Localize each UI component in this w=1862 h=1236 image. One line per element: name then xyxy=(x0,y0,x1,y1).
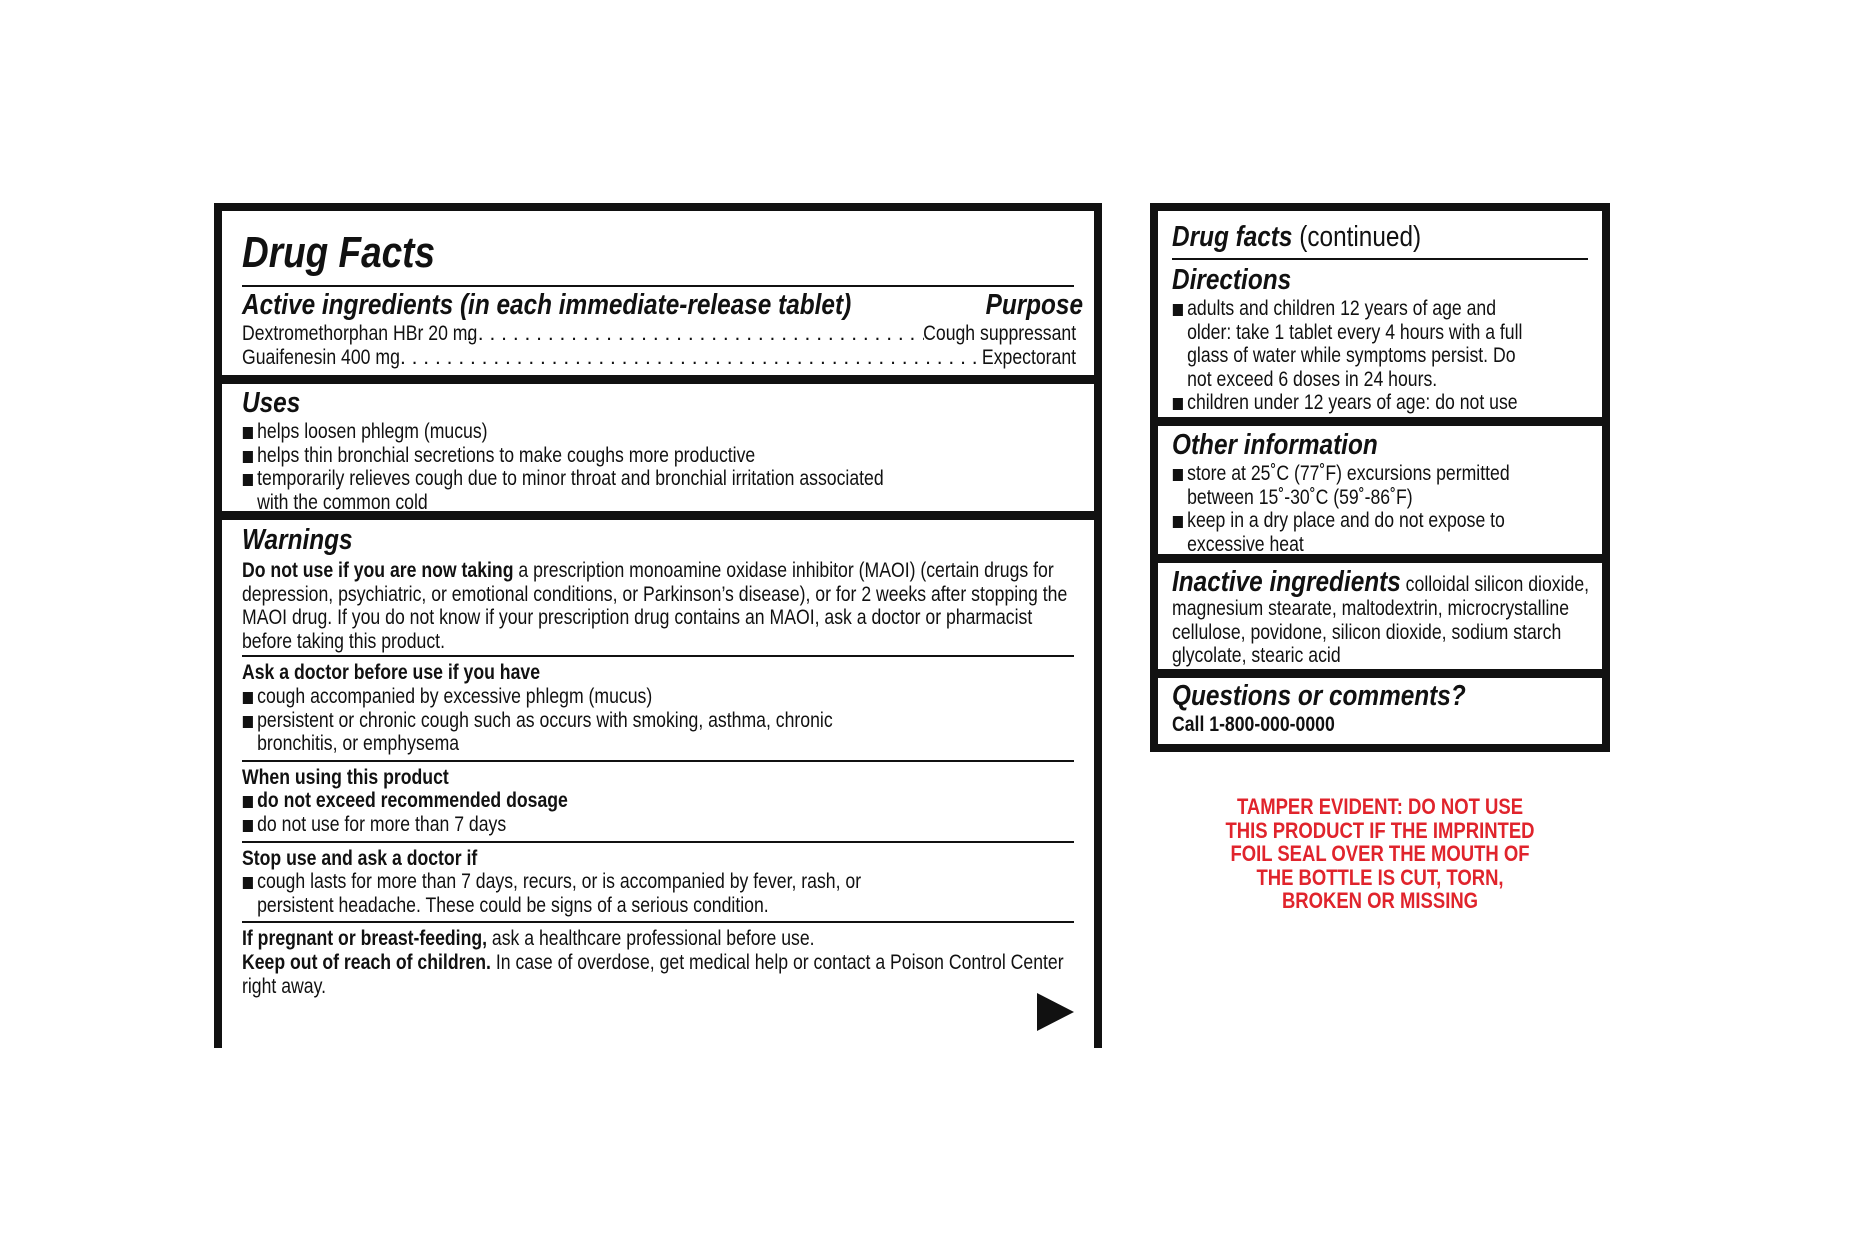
directions-item: children under 12 years of age: do not use xyxy=(1172,391,1592,415)
questions-section xyxy=(1158,678,1602,744)
questions-heading: Questions or comments? xyxy=(1172,680,1466,712)
bullet-square-icon xyxy=(243,451,253,463)
warnings-heading: Warnings xyxy=(242,524,353,556)
inactive-ingredients-heading: Inactive ingredients xyxy=(1172,566,1401,598)
warnings-section xyxy=(222,520,1094,1055)
directions-section xyxy=(1158,211,1602,417)
ingredient-purpose: Cough suppressant xyxy=(923,322,1076,345)
dot-leader xyxy=(400,346,984,370)
bullet-square-icon xyxy=(1173,516,1183,528)
uses-heading: Uses xyxy=(242,387,301,419)
other-information-item: store at 25˚C (77˚F) excursions permitted between 15˚-30˚C (59˚-86˚F) xyxy=(1172,462,1525,509)
continued-divider xyxy=(1172,258,1588,260)
do-not-use-paragraph: Do not use if you are now taking a prescription monoamine oxidase inhibitor (MAOI) (certain drugs for depression, psychiatric, or emotional conditions, or Parkinson’s disease), or for 2 weeks after stopping the MAOI drug. If you do not know if your prescription drug contains an MAOI, ask a doctor or pharmacist before taking this product. xyxy=(242,559,1068,653)
pregnancy-keep-out-subsection xyxy=(242,921,1074,1002)
ingredient-purpose: Expectorant xyxy=(981,346,1076,369)
drug-facts-header-section xyxy=(222,211,1094,375)
uses-item: helps loosen phlegm (mucus) xyxy=(242,420,1082,444)
active-ingredients-heading: Active ingredients (in each immediate-release tablet) xyxy=(242,289,852,321)
inactive-ingredients-paragraph: Inactive ingredients colloidal silicon dioxide, magnesium stearate, maltodextrin, microcrystalline cellulose, povidone, silicon dioxide, sodium starch glycolate, stearic acid xyxy=(1172,566,1590,668)
bullet-square-icon xyxy=(243,716,253,728)
title-divider xyxy=(242,285,1074,287)
ask-doctor-item: persistent or chronic cough such as occurs with smoking, asthma, chronic bronchitis, or emphysema xyxy=(242,709,914,756)
bullet-square-icon xyxy=(243,474,253,486)
stop-use-subsection xyxy=(242,841,1074,922)
other-information-item: keep in a dry place and do not expose to excessive heat xyxy=(1172,509,1508,556)
when-using-subsection xyxy=(242,760,1074,841)
ingredient-name: Guaifenesin 400 mg xyxy=(242,346,400,369)
ingredient-name: Dextromethorphan HBr 20 mg xyxy=(242,322,478,345)
drug-facts-continued-panel xyxy=(1150,203,1610,752)
keep-out-paragraph: Keep out of reach of children. In case of overdose, get medical help or contact a Poison Control Center right away. xyxy=(242,950,1064,998)
directions-item: adults and children 12 years of age and older: take 1 tablet every 4 hours with a full glass of water while symptoms persist. Do not exceed 6 doses in 24 hours. xyxy=(1172,297,1535,391)
other-information-section xyxy=(1158,426,1602,554)
drug-facts-title: Drug Facts xyxy=(242,228,436,277)
active-ingredient-row xyxy=(242,346,1076,370)
uses-item: helps thin bronchial secretions to make coughs more productive xyxy=(242,444,1082,468)
drug-facts-panel xyxy=(214,203,1102,1048)
bullet-square-icon xyxy=(243,820,253,832)
ask-doctor-item: cough accompanied by excessive phlegm (mucus) xyxy=(242,685,1082,709)
ask-doctor-subsection xyxy=(242,655,1074,759)
stop-use-item: cough lasts for more than 7 days, recurs, or is accompanied by fever, rash, or persistent headache. These could be signs of a serious condition. xyxy=(242,870,914,917)
inactive-ingredients-section xyxy=(1158,563,1602,669)
when-using-heading: When using this product xyxy=(242,765,449,789)
bullet-square-icon xyxy=(243,427,253,439)
dot-leader xyxy=(466,322,924,346)
when-using-item: do not exceed recommended dosage xyxy=(242,789,1082,813)
bullet-square-icon xyxy=(1173,469,1183,481)
bullet-square-icon xyxy=(243,877,253,889)
uses-section xyxy=(222,384,1094,514)
tamper-evident-notice: TAMPER EVIDENT: DO NOT USE THIS PRODUCT IF THE IMPRINTED FOIL SEAL OVER THE MOUTH OF THE BOTTLE IS CUT, TORN, BROKEN OR MISSING xyxy=(1225,794,1535,914)
active-ingredients-heading-row xyxy=(242,289,1084,321)
stop-use-heading: Stop use and ask a doctor if xyxy=(242,846,478,870)
when-using-item: do not use for more than 7 days xyxy=(242,813,1082,837)
active-ingredient-row xyxy=(242,322,1076,346)
bullet-square-icon xyxy=(243,796,253,808)
bullet-square-icon xyxy=(243,692,253,704)
pregnant-paragraph: If pregnant or breast-feeding, ask a healthcare professional before use. xyxy=(242,927,815,951)
continued-title: Drug facts (continued) xyxy=(1172,221,1422,253)
other-information-heading: Other information xyxy=(1172,429,1378,461)
purpose-heading: Purpose xyxy=(985,289,1084,321)
ask-doctor-heading: Ask a doctor before use if you have xyxy=(242,661,541,685)
bullet-square-icon xyxy=(1173,304,1183,316)
continue-arrow-icon xyxy=(1037,993,1074,1031)
phone-number: Call 1-800-000-0000 xyxy=(1172,713,1335,736)
uses-item: temporarily relieves cough due to minor throat and bronchial irritation associated with the common cold xyxy=(242,467,914,514)
directions-heading: Directions xyxy=(1172,264,1292,296)
bullet-square-icon xyxy=(1173,398,1183,410)
